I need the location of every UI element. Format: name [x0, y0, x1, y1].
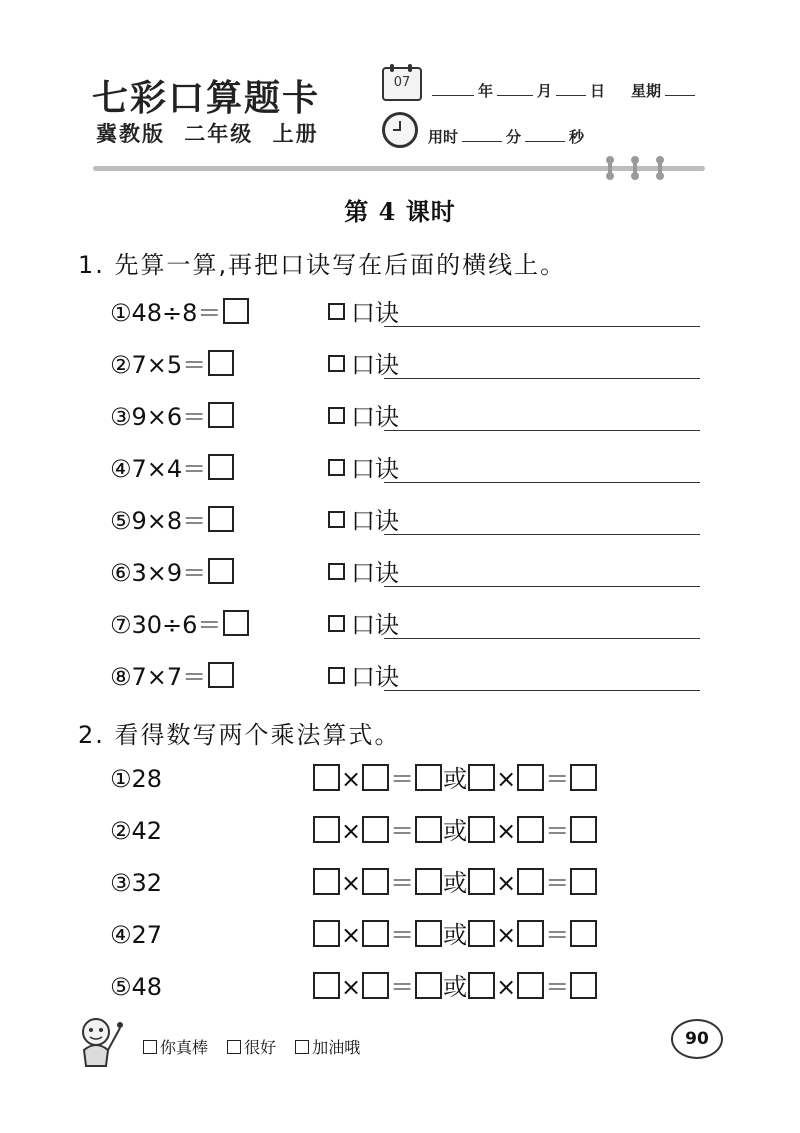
problem-expr: ⑥3×9＝	[110, 559, 207, 587]
problem-expr: ④7×4＝	[110, 455, 207, 483]
or-label: 或	[443, 921, 468, 949]
rating-option[interactable]	[143, 1038, 208, 1057]
answer-box[interactable]	[208, 454, 234, 480]
seconds-label: 秒	[569, 128, 585, 146]
checkbox-icon	[295, 1040, 309, 1054]
equals-sign: ＝	[390, 973, 415, 1001]
checkbox-icon	[143, 1040, 157, 1054]
times-sign: ×	[341, 921, 362, 949]
calendar-icon	[382, 67, 422, 101]
binder-pin-icon	[608, 158, 612, 178]
day-label: 日	[590, 82, 606, 100]
rating-label: 加油哦	[312, 1038, 361, 1057]
target-number: ①28	[110, 765, 163, 793]
equals-sign: ＝	[545, 817, 570, 845]
weekday-blank[interactable]	[665, 81, 695, 96]
or-label: 或	[443, 869, 468, 897]
factor-box[interactable]	[362, 972, 389, 999]
product-box[interactable]	[415, 920, 442, 947]
times-sign: ×	[341, 817, 362, 845]
koujue-label: 口诀	[351, 663, 399, 691]
minutes-blank[interactable]	[462, 127, 502, 142]
koujue-box-icon	[328, 563, 345, 580]
rating-label: 你真棒	[160, 1038, 209, 1057]
koujue-label: 口诀	[351, 559, 399, 587]
factor-box[interactable]	[313, 868, 340, 895]
target-number: ⑤48	[110, 973, 163, 1001]
koujue-answer-line[interactable]	[384, 326, 700, 327]
koujue-label: 口诀	[351, 507, 399, 535]
date-fields	[428, 80, 699, 101]
factor-box[interactable]	[468, 764, 495, 791]
factor-box[interactable]	[517, 972, 544, 999]
koujue-label: 口诀	[351, 455, 399, 483]
times-sign: ×	[341, 765, 362, 793]
equals-sign: ＝	[545, 921, 570, 949]
equals-sign: ＝	[545, 765, 570, 793]
target-number: ④27	[110, 921, 163, 949]
answer-box[interactable]	[208, 402, 234, 428]
target-number: ②42	[110, 817, 163, 845]
koujue-label: 口诀	[351, 611, 399, 639]
equals-sign: ＝	[390, 817, 415, 845]
calendar-day: 07	[393, 75, 411, 90]
problem-expr: ⑤9×8＝	[110, 507, 207, 535]
answer-box[interactable]	[223, 610, 249, 636]
factor-box[interactable]	[362, 816, 389, 843]
koujue-box-icon	[328, 459, 345, 476]
times-sign: ×	[496, 869, 517, 897]
seconds-blank[interactable]	[525, 127, 565, 142]
equals-sign: ＝	[390, 869, 415, 897]
product-box[interactable]	[570, 764, 597, 791]
year-blank[interactable]	[432, 81, 474, 96]
section1-title: 1. 先算一算,再把口诀写在后面的横线上。	[78, 251, 567, 279]
answer-box[interactable]	[208, 506, 234, 532]
times-sign: ×	[496, 817, 517, 845]
koujue-label: 口诀	[351, 403, 399, 431]
koujue-box-icon	[328, 667, 345, 684]
problem-expr: ⑧7×7＝	[110, 663, 207, 691]
factor-box[interactable]	[313, 764, 340, 791]
factor-box[interactable]	[517, 816, 544, 843]
section2-title: 2. 看得数写两个乘法算式。	[78, 721, 401, 749]
equals-sign: ＝	[545, 869, 570, 897]
koujue-label: 口诀	[351, 299, 399, 327]
clock-icon	[382, 112, 418, 148]
time-prefix: 用时	[428, 128, 459, 146]
minutes-label: 分	[506, 128, 522, 146]
times-sign: ×	[496, 765, 517, 793]
rating-option[interactable]	[227, 1038, 276, 1057]
answer-box[interactable]	[208, 350, 234, 376]
equals-sign: ＝	[390, 765, 415, 793]
target-number: ③32	[110, 869, 163, 897]
factor-box[interactable]	[362, 920, 389, 947]
factor-box[interactable]	[517, 868, 544, 895]
product-box[interactable]	[415, 972, 442, 999]
times-sign: ×	[496, 921, 517, 949]
equals-sign: ＝	[390, 921, 415, 949]
or-label: 或	[443, 817, 468, 845]
factor-box[interactable]	[468, 972, 495, 999]
binder-pin-icon	[658, 158, 662, 178]
factor-box[interactable]	[517, 764, 544, 791]
or-label: 或	[443, 973, 468, 1001]
rating-option[interactable]	[295, 1038, 360, 1057]
product-box[interactable]	[570, 816, 597, 843]
problem-expr: ③9×6＝	[110, 403, 207, 431]
times-sign: ×	[496, 973, 517, 1001]
header-divider	[93, 166, 705, 171]
book-logo: 七彩口算题卡	[92, 77, 321, 119]
factor-box[interactable]	[362, 764, 389, 791]
product-box[interactable]	[415, 816, 442, 843]
equals-sign: ＝	[545, 973, 570, 1001]
product-box[interactable]	[415, 868, 442, 895]
factor-box[interactable]	[313, 972, 340, 999]
edition-info: 冀教版 二年级 上册	[96, 122, 319, 146]
koujue-answer-line[interactable]	[384, 534, 700, 535]
factor-box[interactable]	[313, 920, 340, 947]
problem-expr: ②7×5＝	[110, 351, 207, 379]
binder-pin-icon	[633, 158, 637, 178]
koujue-label: 口诀	[351, 351, 399, 379]
koujue-answer-line[interactable]	[384, 690, 700, 691]
koujue-box-icon	[328, 303, 345, 320]
koujue-answer-line[interactable]	[384, 638, 700, 639]
rating-label: 很好	[244, 1038, 277, 1057]
product-box[interactable]	[570, 868, 597, 895]
koujue-box-icon	[328, 615, 345, 632]
factor-box[interactable]	[468, 816, 495, 843]
times-sign: ×	[341, 973, 362, 1001]
factor-box[interactable]	[468, 920, 495, 947]
problem-expr: ⑦30÷6＝	[110, 611, 222, 639]
lesson-title: 第 4 课时	[344, 197, 456, 226]
day-blank[interactable]	[556, 81, 586, 96]
checkbox-icon	[227, 1040, 241, 1054]
koujue-answer-line[interactable]	[384, 378, 700, 379]
product-box[interactable]	[570, 972, 597, 999]
answer-box[interactable]	[208, 558, 234, 584]
answer-box[interactable]	[208, 662, 234, 688]
koujue-answer-line[interactable]	[384, 482, 700, 483]
year-label: 年	[478, 82, 494, 100]
rating-options	[143, 1035, 374, 1058]
product-box[interactable]	[415, 764, 442, 791]
times-sign: ×	[341, 869, 362, 897]
or-label: 或	[443, 765, 468, 793]
koujue-box-icon	[328, 355, 345, 372]
mascot-icon	[70, 1010, 130, 1070]
factor-box[interactable]	[468, 868, 495, 895]
time-fields	[428, 126, 584, 147]
weekday-label: 星期	[631, 82, 662, 100]
koujue-box-icon	[328, 407, 345, 424]
problem-expr: ①48÷8＝	[110, 299, 222, 327]
page-number: 90	[671, 1019, 723, 1059]
month-blank[interactable]	[497, 81, 533, 96]
koujue-answer-line[interactable]	[384, 430, 700, 431]
factor-box[interactable]	[517, 920, 544, 947]
koujue-box-icon	[328, 511, 345, 528]
factor-box[interactable]	[313, 816, 340, 843]
factor-box[interactable]	[362, 868, 389, 895]
koujue-answer-line[interactable]	[384, 586, 700, 587]
product-box[interactable]	[570, 920, 597, 947]
month-label: 月	[537, 82, 553, 100]
answer-box[interactable]	[223, 298, 249, 324]
